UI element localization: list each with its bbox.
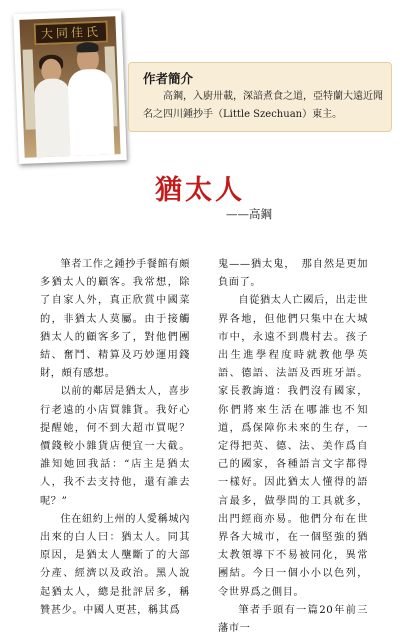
- paragraph: 鬼——猶太鬼， 那自然是更加負面了。: [218, 259, 368, 289]
- text-column-right: [218, 256, 368, 638]
- author-bio-box: [128, 62, 392, 132]
- person-man-hair: [76, 42, 98, 53]
- bio-text: 高鋼，入廚卅載，深諳煮食之道，亞特蘭大遠近聞名之四川鍾抄手（Little Szechuan）東主。: [143, 91, 383, 120]
- person-man: [67, 68, 114, 157]
- author-photo: [19, 16, 120, 158]
- text-column-left: [40, 256, 190, 620]
- article-title: 猶太人: [155, 175, 245, 206]
- restaurant-sign: [34, 21, 109, 46]
- bio-title: 作者簡介: [143, 71, 194, 86]
- calligraphy-scroll-left: [23, 49, 36, 129]
- paragraph: 住在紐約上州的人愛稱城內出來的白人曰：猶太人。同其原因，是猶太人壟斷了的大部分產、經濟以及政治。黑人說起猶太人，總是批評居多，稱贊甚少。中國人更甚，稱其爲: [40, 513, 190, 616]
- paragraph: 自從猶太人亡國后，出走世界各地，但他們只集中在大城市中，永遠不到農村去。孩子出生進學程度時就教他學英語、德語、法語及西班牙語。家長教誨道：我們沒有國家，你們將來生活在哪誰也不知道，爲保障你未來的生存，一定得把英、德、法、美作爲自己的國家，各種語言文字都得一樣好。因此猶太人懂得的語言最多，做學問的工具就多，出門經商亦易。他們分布在世界各大城市，在一個堅強的猶太教領導下不易被同化，異常團結。今日一個小小以色列，令世界爲之側目。: [218, 295, 368, 598]
- restaurant-sign-text: 大同佳氏: [40, 24, 102, 42]
- paragraph: 筆者工作之鍾抄手餐館有頗多猶太人的顧客。我常想，除了自家人外，真正欣賞中國菜的，非猶太人莫屬。由于接觸猶太人的顧客多了，對他們團結、奮鬥、精算及巧妙運用錢財，頗有感想。: [40, 259, 190, 380]
- article-author: ——高鋼: [226, 207, 272, 221]
- paragraph: 筆者手頭有一篇20年前三藩市一: [218, 604, 368, 635]
- paragraph: 以前的鄰居是猶太人，喜步行老遠的小店買雜貨。我好心提醒她，何不到大超市買呢？價錢較小雜貨店便宜一大截。誰知她回我話：“店主是猶太人，我不去支持他，還有誰去呢？”: [40, 386, 190, 507]
- author-photo-frame: [13, 10, 127, 164]
- person-woman: [34, 78, 73, 158]
